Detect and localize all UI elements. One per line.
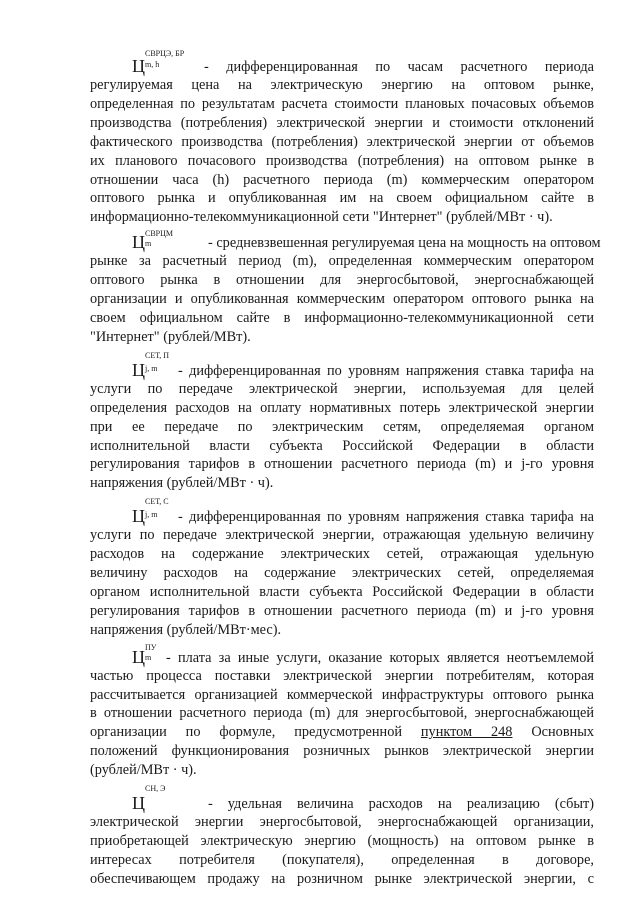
definition-lead: - дифференцированная по часам расчетного периода: [204, 59, 594, 75]
definition-line: услуги по передаче электрической энергии, используемая для целей: [90, 380, 594, 397]
definition-line: отношении часа (h) расчетного периода (m) коммерческим оператором: [90, 171, 594, 188]
definition-line: частью процесса поставки электрической энергии потребителям, которая: [90, 667, 594, 684]
definition-line: организации и опубликованная коммерческим оператором оптового рынка на: [90, 291, 594, 308]
definition-line: расходов на содержание электрических сетей, отражающая удельную: [90, 546, 594, 563]
definition-line: регулирования тарифов в отношении расчетного периода (m) и j-го уровня: [90, 456, 594, 473]
definition-lead: - средневзвешенная регулируемая цена на мощность на оптовом: [208, 235, 601, 252]
definition-line: оптового рынка и опубликованная им на своем официальном сайте в: [90, 190, 594, 207]
definition-line: информационно-телекоммуникационной сети "Интернет" (рублей/МВт · ч).: [90, 209, 553, 226]
formula-subscript: m: [145, 652, 152, 662]
definition-line: фактического производства (потребления) электрической энергии от объемов: [90, 133, 594, 150]
definition-set-s: [90, 496, 594, 639]
definition-line: напряжения (рублей/МВт · ч).: [90, 475, 274, 492]
definition-line: рынке за расчетный период (m), определенная коммерческим оператором: [90, 253, 594, 270]
definition-lead: - удельная величина расходов на реализацию (сбыт): [208, 796, 594, 813]
definition-line: оптового рынка в отношении для энергосбытовой, энергоснабжающей: [90, 272, 594, 289]
definition-line: их планового почасового производства (потребления) на оптовом рынке в: [90, 152, 594, 169]
definition-line: услуги по передаче электрической энергии, отражающая удельную величину: [90, 527, 594, 544]
clause-248-link[interactable]: пунктом 248: [420, 724, 513, 741]
formula-superscript: СВРЦМ: [145, 229, 174, 239]
definition-line: приобретающей электрическую энергию (мощность) на оптовом рынке в: [90, 833, 594, 849]
formula-subscript: m, h: [145, 60, 160, 69]
definition-line: определенная по результатам расчета стоимости плановых почасовых объемов: [90, 95, 594, 112]
definition-line: органом исполнительной власти субъекта Российской Федерации в области: [90, 583, 594, 600]
definition-line: определения расходов на оплату нормативных потерь электрической энергии: [90, 399, 594, 416]
definition-line: электрической энергии энергосбытовой, энергоснабжающей организации,: [90, 814, 594, 831]
definition-line: исполнительной власти субъекта Российской Федерации в области: [90, 437, 594, 454]
formula-symbol: Ц: [132, 359, 145, 380]
definition-line: положений функционирования розничных рынков электрической энергии: [90, 743, 594, 760]
formula-superscript: ПУ: [145, 642, 157, 652]
definition-line: интересах потребителя (покупателя), определенная в договоре,: [90, 851, 594, 868]
definition-lead: - дифференцированная по уровням напряжения ставка тарифа на: [178, 509, 594, 526]
formula-symbol: Ц: [132, 506, 145, 527]
formula-superscript: СН, Э: [145, 784, 166, 794]
definition-line: в отношении расчетного периода (m) для энергосбытовой, энергоснабжающей: [90, 705, 594, 722]
definition-line: производства (потребления) электрической энергии и стоимости отклонений: [90, 114, 594, 131]
definition-line: регулируемая цена на электрическую энергию на оптовом рынке,: [90, 77, 594, 93]
formula-symbol: Ц: [132, 793, 145, 814]
text-column: [90, 46, 601, 892]
definition-pu: [90, 643, 594, 780]
definition-line-with-link: [90, 723, 594, 742]
definition-lead: - плата за иные услуги, оказание которых является неотъемлемой: [166, 649, 594, 666]
definition-set-p: [90, 350, 594, 493]
link-line-before: организации по формуле, предусмотренной: [90, 724, 421, 741]
definition-svrce-br: [90, 46, 594, 227]
formula-subscript: j, m: [145, 510, 158, 520]
definition-svrcm: [90, 229, 601, 347]
definition-line: "Интернет" (рублей/МВт).: [90, 328, 251, 345]
definition-line: регулирования тарифов в отношении расчетного периода (m) и j-го уровня: [90, 602, 594, 619]
formula-subscript: m: [145, 239, 152, 249]
formula-subscript: j, m: [145, 363, 158, 373]
definition-lead: - дифференцированная по уровням напряжения ставка тарифа на: [178, 362, 594, 379]
definition-line: (рублей/МВт · ч).: [90, 762, 197, 779]
definition-line: своем официальном сайте в информационно-телекоммуникационной сети: [90, 309, 594, 326]
definition-line: обеспечивающем продажу на розничном рынке электрической энергии, с: [90, 870, 594, 887]
definition-line: напряжения (рублей/МВт·мес).: [90, 621, 282, 638]
formula-symbol: Ц: [132, 56, 145, 76]
formula-symbol: Ц: [132, 232, 145, 253]
formula-symbol: Ц: [132, 646, 145, 667]
definition-line: при ее передаче по электрическим сетям, определяемая органом: [90, 418, 594, 435]
definition-sn-e: [90, 783, 594, 889]
link-line-after: Основных: [512, 724, 594, 741]
definition-line: рассчитывается организацией коммерческой инфраструктуры оптового рынка: [90, 686, 594, 703]
formula-superscript: СЕТ, С: [145, 497, 169, 507]
definition-line: величину расходов на содержание электрических сетей, определяемая: [90, 565, 594, 582]
formula-superscript: СЕТ, П: [145, 350, 170, 360]
formula-superscript: СВРЦЭ, БР: [145, 49, 185, 58]
